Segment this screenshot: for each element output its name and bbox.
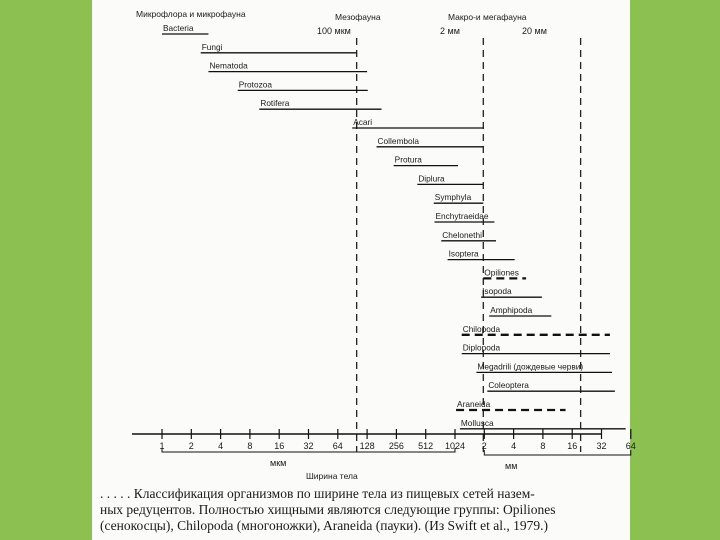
figure-caption xyxy=(100,486,620,534)
header-meso: Мезофауна xyxy=(335,12,381,22)
taxon-label-1: Fungi xyxy=(201,41,223,52)
axis-title: Ширина тела xyxy=(306,471,358,481)
axis-tick-label-4: 16 xyxy=(274,441,285,451)
axis-tick-label-13: 8 xyxy=(540,441,546,451)
taxon-label-12: Isoptera xyxy=(448,248,479,259)
axis-tick-label-0: 1 xyxy=(159,441,165,451)
taxon-label-19: Coleoptera xyxy=(488,380,529,391)
taxon-label-3: Protozoa xyxy=(238,79,272,90)
taxa-bars xyxy=(162,23,626,429)
taxon-label-11: Chelonethi xyxy=(442,229,482,240)
taxon-label-21: Mollusca xyxy=(460,417,494,428)
axis-tick-label-10: 1024 xyxy=(444,441,466,451)
axis-tick-label-3: 8 xyxy=(247,441,253,451)
boundary-label-100um: 100 мкм xyxy=(317,26,351,36)
taxon-label-6: Collembola xyxy=(377,135,420,146)
figure-page xyxy=(92,0,636,540)
axis-tick-label-2: 4 xyxy=(218,441,224,451)
taxon-label-4: Rotifera xyxy=(260,98,290,109)
taxon-label-14: Isopoda xyxy=(482,286,512,297)
boundary-label-2mm: 2 мм xyxy=(440,26,460,36)
taxon-label-0: Bacteria xyxy=(163,23,194,33)
axis-tick-label-6: 64 xyxy=(332,441,343,451)
taxon-label-18: Megadrili (дождевые черви) xyxy=(477,361,584,372)
axis-tick-label-14: 16 xyxy=(567,441,578,451)
caption-line-3: (сенокосцы), Chilopoda (многоножки), Araneida (пауки). (Из Swift et al., 1979.) xyxy=(100,518,549,533)
taxon-label-20: Araneida xyxy=(457,399,491,409)
taxon-label-8: Diplura xyxy=(418,173,445,184)
axis-tick-label-1: 2 xyxy=(188,441,194,451)
axis-tick-label-16: 64 xyxy=(625,441,636,451)
taxon-label-10: Enchytraeidae xyxy=(435,211,489,221)
taxon-label-7: Protura xyxy=(394,154,422,165)
size-class-boundaries xyxy=(357,38,584,452)
axis-tick-label-11: 2 xyxy=(481,441,487,451)
taxon-label-2: Nematoda xyxy=(209,60,248,71)
axis-tick-label-8: 256 xyxy=(388,441,404,451)
taxon-label-13: Opiliones xyxy=(484,267,519,278)
axis-tick-label-9: 512 xyxy=(418,441,434,451)
caption-line-1: . . . . . Классификация организмов по ширине тела из пищевых сетей назем- xyxy=(100,486,535,501)
taxon-label-5: Acari xyxy=(353,117,373,127)
axis-unit-mm: мм xyxy=(505,461,518,471)
taxon-label-17: Diplopoda xyxy=(462,342,501,353)
axis-unit-um: мкм xyxy=(270,458,287,468)
axis-tick-label-7: 128 xyxy=(359,441,375,451)
header-micro: Микрофлора и микрофауна xyxy=(136,9,246,19)
bracket-mm xyxy=(484,450,631,455)
axis-tick-label-12: 4 xyxy=(511,441,517,451)
header-macro: Макро-и мегафауна xyxy=(448,12,527,22)
taxon-label-16: Chilopoda xyxy=(462,323,501,334)
x-axis xyxy=(132,429,636,455)
taxon-label-15: Amphipoda xyxy=(490,305,533,315)
caption-line-2: ных редуцентов. Полностью хищными являются следующие группы: Opiliones xyxy=(100,502,556,517)
axis-tick-label-15: 32 xyxy=(596,441,607,451)
boundary-label-20mm: 20 мм xyxy=(522,26,547,36)
taxon-label-9: Symphyla xyxy=(434,192,472,203)
body-width-chart xyxy=(92,0,636,540)
axis-tick-label-5: 32 xyxy=(303,441,314,451)
